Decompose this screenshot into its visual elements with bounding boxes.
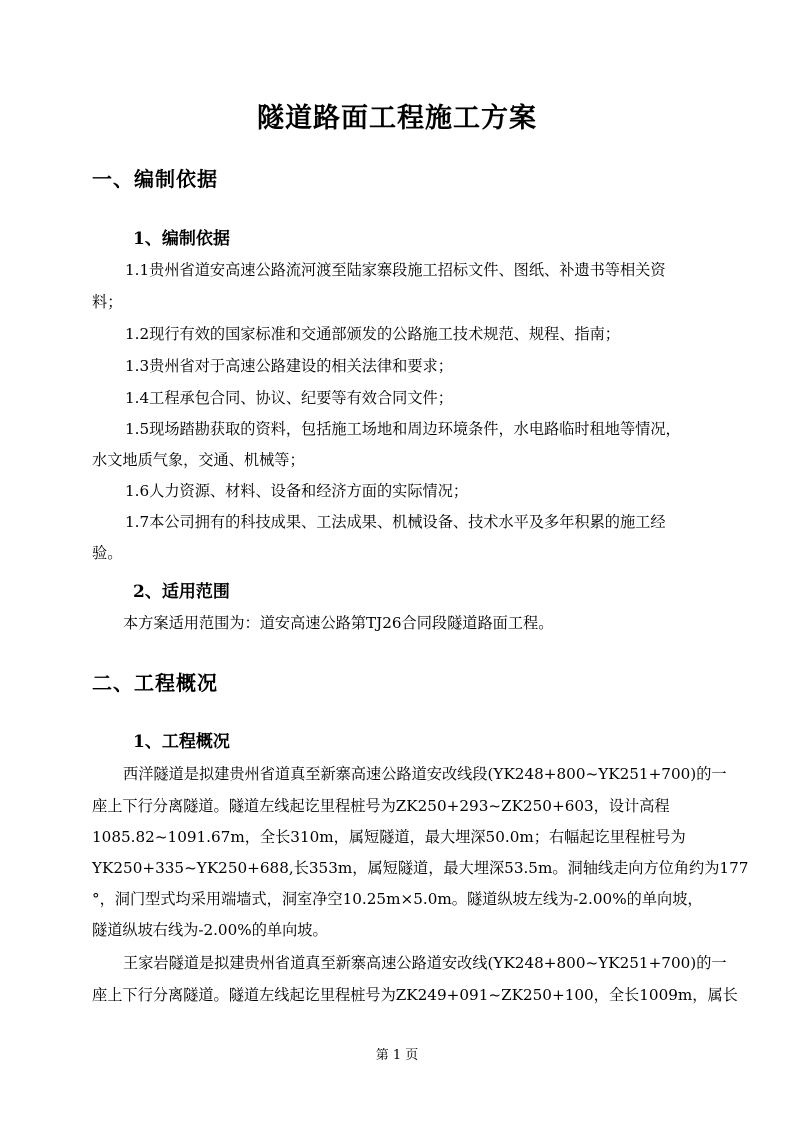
paragraph-line: 1.2现行有效的国家标准和交通部颁发的公路施工技术规范、规程、指南； [125, 325, 620, 343]
page-number: 第 1 页 [375, 1048, 419, 1063]
paragraph-line: 座上下行分离隧道。隧道左线起讫里程桩号为ZK250+293~ZK250+603，设计高程 [92, 797, 670, 815]
paragraph-line: 座上下行分离隧道。隧道左线起讫里程桩号为ZK249+091~ZK250+100，全长1009m，属长 [92, 986, 738, 1004]
paragraph-line: 1.4工程承包合同、协议、纪要等有效合同文件； [125, 389, 453, 407]
paragraph-line: 1.3贵州省对于高速公路建设的相关法律和要求； [125, 357, 453, 375]
paragraph-line: 1.6人力资源、材料、设备和经济方面的实际情况； [125, 482, 469, 500]
subsection-heading-scope: 2、适用范围 [133, 582, 230, 602]
paragraph-line: 西洋隧道是拟建贵州省道真至新寨高速公路道安改线段(YK248+800~YK251+700)的一 [123, 765, 727, 783]
paragraph-line: °，洞门型式均采用端墙式，洞室净空10.25m×5.0m。隧道纵坡左线为-2.00%的单向坡， [92, 890, 703, 908]
paragraph-line: 隧道纵坡右线为-2.00%的单向坡。 [92, 921, 328, 939]
section-heading-basis: 一、编制依据 [92, 167, 218, 191]
paragraph-line: YK250+335~YK250+688,长353m，属短隧道，最大埋深53.5m。洞轴线走向方位角约为177 [92, 859, 749, 877]
paragraph-line: 验。 [92, 544, 123, 562]
section-heading-overview: 二、工程概况 [92, 671, 218, 695]
paragraph-line: 本方案适用范围为：道安高速公路第TJ26合同段隧道路面工程。 [123, 614, 554, 632]
paragraph-line: 1.1贵州省道安高速公路流河渡至陆家寨段施工招标文件、图纸、补遗书等相关资 [125, 261, 666, 279]
document-title: 隧道路面工程施工方案 [257, 103, 537, 134]
paragraph-line: 1.5现场踏勘获取的资料，包括施工场地和周边环境条件，水电路临时租地等情况， [125, 420, 681, 438]
paragraph-line: 水文地质气象，交通、机械等； [92, 451, 305, 469]
paragraph-line: 1.7本公司拥有的科技成果、工法成果、机械设备、技术水平及多年积累的施工经 [125, 513, 666, 531]
subsection-heading-overview: 1、工程概况 [133, 732, 230, 752]
subsection-heading-basis: 1、编制依据 [133, 229, 230, 249]
paragraph-line: 1085.82~1091.67m，全长310m，属短隧道，最大埋深50.0m；右幅起讫里程桩号为 [92, 828, 686, 846]
paragraph-line: 料； [92, 293, 123, 311]
paragraph-line: 王家岩隧道是拟建贵州省道真至新寨高速公路道安改线(YK248+800~YK251+700)的一 [123, 954, 727, 972]
